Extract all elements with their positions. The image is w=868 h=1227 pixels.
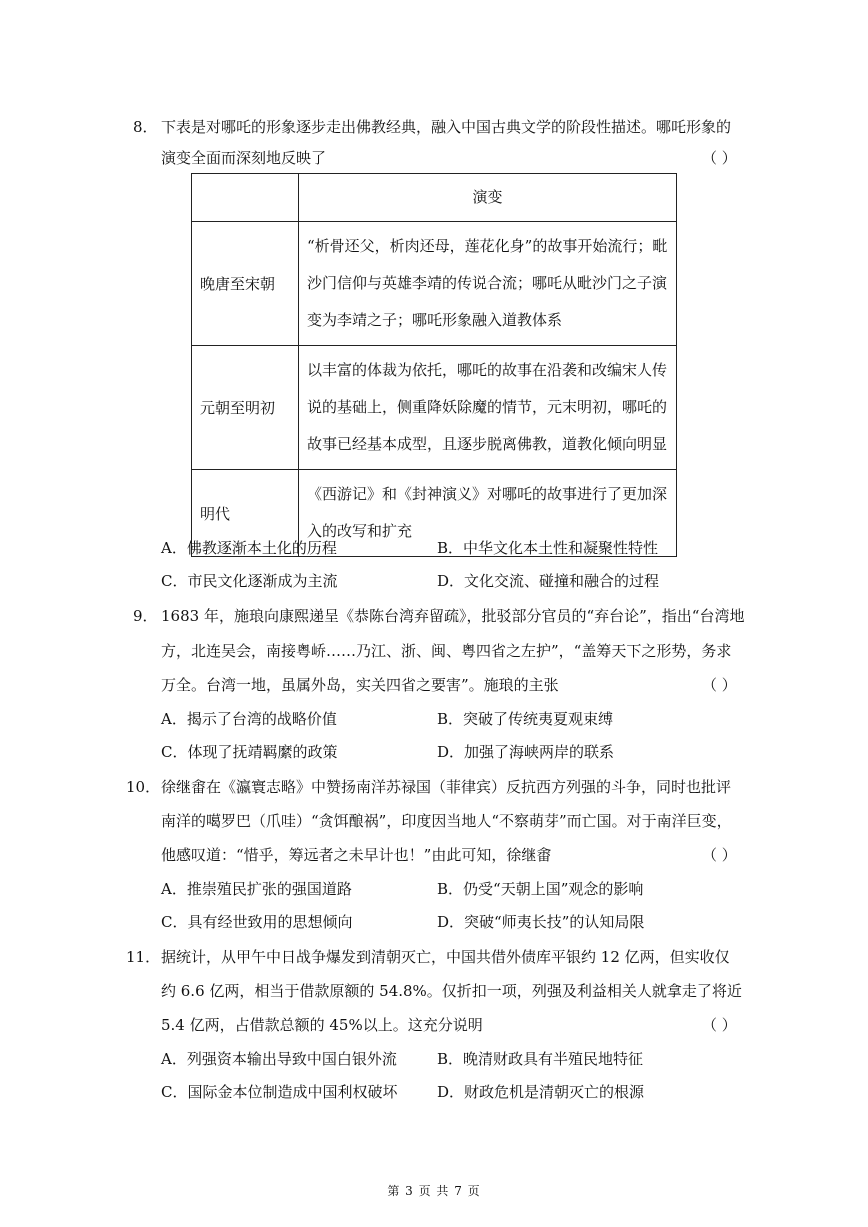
table-row xyxy=(192,346,677,470)
question-stem-line: 徐继畬在《瀛寰志略》中赞扬南洋苏禄国（菲律宾）反抗西方列强的斗争，同时也批评 xyxy=(161,778,732,796)
question-stem-line: 1683 年，施琅向康熙递呈《恭陈台湾弃留疏》，批驳部分官员的“弃台论”，指出“台湾地 xyxy=(161,607,745,625)
option-a[interactable]: A．推崇殖民扩张的强国道路 xyxy=(161,880,352,898)
description-line: 《西游记》和《封神演义》对哪吒的故事进行了更加深 xyxy=(307,485,668,503)
question-stem-line: 据统计，从甲午中日战争爆发到清朝灭亡，中国共借外债库平银约 12 亿两，但实收仅 xyxy=(161,948,730,966)
answer-bracket: （ ） xyxy=(702,149,737,167)
description-line: 说的基础上，侧重降妖除魔的情节，元末明初，哪吒的 xyxy=(307,398,668,416)
answer-bracket: （ ） xyxy=(702,846,737,864)
option-c[interactable]: C．具有经世致用的思想倾向 xyxy=(161,913,353,931)
option-d[interactable]: D．财政危机是清朝灭亡的根源 xyxy=(437,1083,645,1101)
description-line: 以丰富的体裁为依托，哪吒的故事在沿袭和改编宋人传 xyxy=(307,361,668,379)
option-b[interactable]: B．中华文化本土性和凝聚性特性 xyxy=(437,539,659,557)
option-c[interactable]: C．市民文化逐渐成为主流 xyxy=(161,572,338,590)
option-c[interactable]: C．体现了抚靖羁縻的政策 xyxy=(161,743,338,761)
option-a[interactable]: A．揭示了台湾的战略价值 xyxy=(161,710,337,728)
description-line: “析骨还父，析肉还母，莲花化身”的故事开始流行；毗 xyxy=(307,237,668,255)
description-cell xyxy=(299,346,677,470)
question-stem-line: 演变全面而深刻地反映了 xyxy=(161,149,327,167)
question-stem-line: 约 6.6 亿两，相当于借款原额的 54.8%。仅折扣一项，列强及利益相关人就拿走了将近 xyxy=(161,982,742,1000)
table-header-empty-cell xyxy=(192,174,299,222)
question-number: 9． xyxy=(133,607,158,625)
option-c[interactable]: C．国际金本位制造成中国利权破坏 xyxy=(161,1083,398,1101)
option-d[interactable]: D．突破“师夷长技”的认知局限 xyxy=(437,913,645,931)
question-stem-line: 万全。台湾一地，虽属外岛，实关四省之要害”。施琅的主张 xyxy=(161,676,559,694)
question-stem-line: 下表是对哪吒的形象逐步走出佛教经典，融入中国古典文学的阶段性描述。哪吒形象的 xyxy=(161,118,732,136)
period-cell: 元朝至明初 xyxy=(192,346,299,470)
option-a[interactable]: A．列强资本输出导致中国白银外流 xyxy=(161,1050,397,1068)
answer-bracket: （ ） xyxy=(702,1016,737,1034)
question-stem-line: 5.4 亿两，占借款总额的 45%以上。这充分说明 xyxy=(161,1016,483,1034)
description-line: 入的改写和扩充 xyxy=(307,522,413,540)
question-number: 8． xyxy=(133,118,158,136)
description-line: 变为李靖之子；哪吒形象融入道教体系 xyxy=(307,311,563,329)
table-header-cell: 演变 xyxy=(299,174,677,222)
option-b[interactable]: B．仍受“天朝上国”观念的影响 xyxy=(437,880,644,898)
option-a[interactable]: A．佛教逐渐本土化的历程 xyxy=(161,539,337,557)
period-cell: 晚唐至宋朝 xyxy=(192,222,299,346)
evolution-table xyxy=(191,173,677,557)
question-number: 10． xyxy=(126,778,161,796)
description-line: 故事已经基本成型，且逐步脱离佛教，道教化倾向明显 xyxy=(307,435,668,453)
description-cell xyxy=(299,222,677,346)
question-stem-line: 方，北连吴会，南接粤峤……乃江、浙、闽、粤四省之左护”，“盖筹天下之形势，务求 xyxy=(161,642,732,660)
option-b[interactable]: B．突破了传统夷夏观束缚 xyxy=(437,710,614,728)
page-footer: 第 3 页 共 7 页 xyxy=(387,1184,481,1198)
question-stem-line: 他感叹道：“惜乎，筹远者之未早计也！”由此可知，徐继畬 xyxy=(161,846,552,864)
table-row xyxy=(192,222,677,346)
option-d[interactable]: D．加强了海峡两岸的联系 xyxy=(437,743,615,761)
answer-bracket: （ ） xyxy=(702,676,737,694)
period-cell: 明代 xyxy=(192,470,299,557)
question-stem-line: 南洋的噶罗巴（爪哇）“贪饵酿祸”，印度因当地人“不察萌芽”而亡国。对于南洋巨变， xyxy=(161,812,732,830)
description-line: 沙门信仰与英雄李靖的传说合流；哪吒从毗沙门之子演 xyxy=(307,274,668,292)
option-d[interactable]: D．文化交流、碰撞和融合的过程 xyxy=(437,572,660,590)
table-header-row xyxy=(192,174,677,222)
question-number: 11． xyxy=(126,948,161,966)
option-b[interactable]: B．晚清财政具有半殖民地特征 xyxy=(437,1050,644,1068)
